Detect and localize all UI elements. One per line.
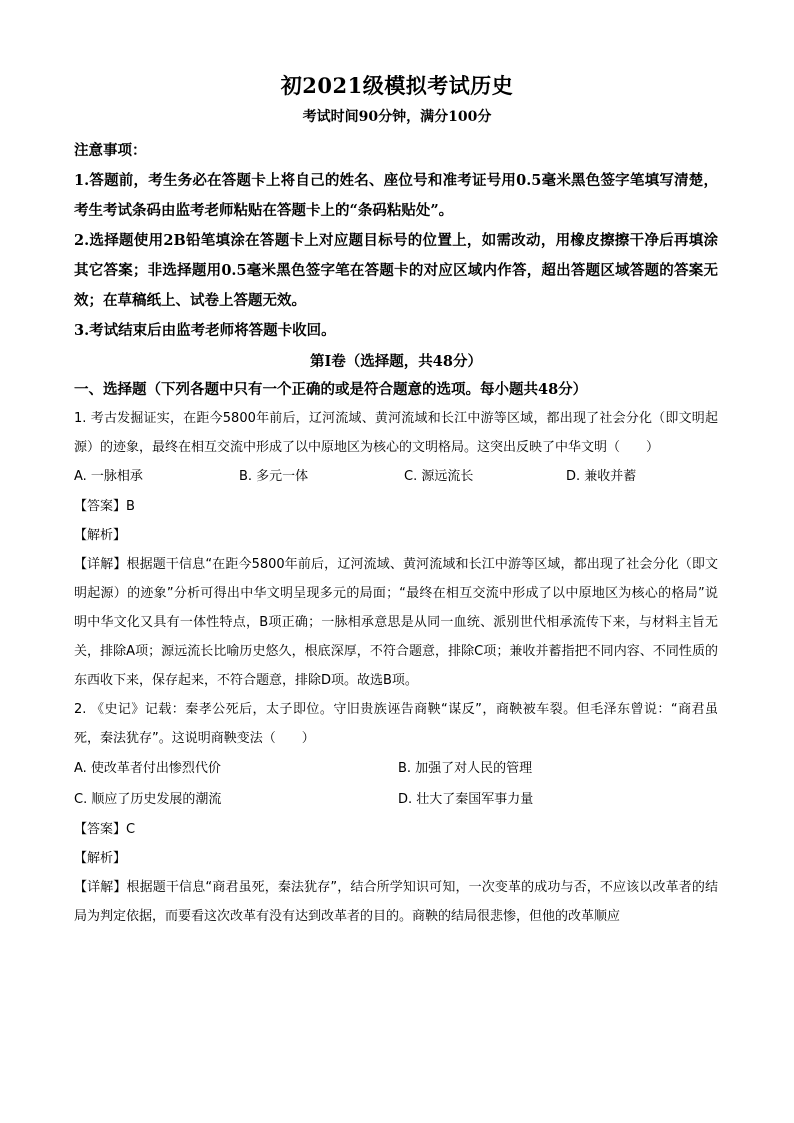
answer-value: B	[126, 499, 135, 514]
exam-content	[74, 136, 718, 931]
detail-text: 根据题干信息“在距今5800年前后，辽河流域、黄河流域和长江中游等区域，都出现了社会分化（即文明起源）的迹象”分析可得出中华文明呈现多元的局面；“最终在相互交流中形成了以中原地区为核心的格局”说明中华文化又具有一体性特点，B项正确；一脉相承意思是从同一血统、派别世代相承流传下来，与材料主旨无关，排除A项；源远流长比喻历史悠久，根底深厚，不符合题意，排除C项；兼收并蓄指把不同内容、不同性质的东西收下来，保存起来，不符合题意，排除D项。故选B项。	[74, 557, 718, 688]
question-1-detail	[74, 550, 718, 695]
question-2-stem: 2. 《史记》记载：秦孝公死后，太子即位。守旧贵族诬告商鞅“谋反”，商鞅被车裂。但毛泽东曾说：“商君虽死，秦法犹存”。这说明商鞅变法（ ）	[74, 702, 718, 746]
answer-label: 【答案】	[74, 499, 127, 514]
question-2-option-a: A. 使改革者付出惨烈代价	[74, 761, 221, 776]
exam-subtitle: 考试时间90分钟，满分100分	[302, 109, 492, 125]
question-1	[74, 404, 718, 695]
question-2-answer	[74, 815, 718, 844]
detail-label: 【详解】	[74, 557, 127, 572]
question-2-option-c: C. 顺应了历史发展的潮流	[74, 792, 222, 807]
question-1-answer	[74, 492, 718, 521]
answer-value: C	[126, 822, 136, 837]
notes-heading: 注意事项：	[74, 142, 147, 159]
question-2-detail	[74, 873, 718, 931]
group-heading: 一、选择题（下列各题中只有一个正确的或是符合题意的选项。每小题共48分）	[74, 381, 588, 398]
note-item-1: 1.答题前，考生务必在答题卡上将自己的姓名、座位号和准考证号用0.5毫米黑色签字笔填写清楚，考生考试条码由监考老师粘贴在答题卡上的“条码粘贴处”。	[74, 172, 718, 219]
note-item-2: 2.选择题使用2B铅笔填涂在答题卡上对应题目标号的位置上，如需改动，用橡皮擦擦干净后再填涂其它答案；非选择题用0.5毫米黑色签字笔在答题卡的对应区域内作答，超出答题区域答题的答案无效；在草稿纸上、试卷上答题无效。	[74, 232, 718, 309]
answer-label: 【答案】	[74, 822, 127, 837]
question-2	[74, 695, 718, 931]
question-1-option-c: C. 源远流长	[404, 469, 474, 484]
question-2-options	[74, 753, 718, 815]
question-1-option-d: D. 兼收并蓄	[566, 469, 637, 484]
question-1-analysis-label: 【解析】	[74, 528, 127, 543]
question-1-options	[74, 462, 718, 492]
question-1-stem: 1. 考古发掘证实，在距今5800年前后，辽河流域、黄河流域和长江中游等区域，都出现了社会分化（即文明起源）的迹象，最终在相互交流中形成了以中原地区为核心的文明格局。这突出反映了中华文明（ ）	[74, 411, 718, 455]
question-1-option-a: A. 一脉相承	[74, 469, 143, 484]
question-1-option-b: B. 多元一体	[239, 469, 309, 484]
notes-block	[74, 136, 718, 346]
detail-label: 【详解】	[74, 880, 127, 895]
detail-text: 根据题干信息“商君虽死，秦法犹存”，结合所学知识可知，一次变革的成功与否，不应该以改革者的结局为判定依据，而要看这次改革有没有达到改革者的目的。商鞅的结局很悲惨，但他的改革顺应	[74, 880, 718, 924]
question-2-analysis-label: 【解析】	[74, 851, 127, 866]
note-item-3: 3.考试结束后由监考老师将答题卡收回。	[74, 322, 336, 339]
question-2-option-b: B. 加强了对人民的管理	[398, 761, 533, 776]
question-2-option-d: D. 壮大了秦国军事力量	[398, 792, 534, 807]
section-heading: 第Ⅰ卷（选择题，共48分）	[310, 353, 482, 370]
exam-title: 初2021级模拟考试历史	[280, 73, 514, 98]
